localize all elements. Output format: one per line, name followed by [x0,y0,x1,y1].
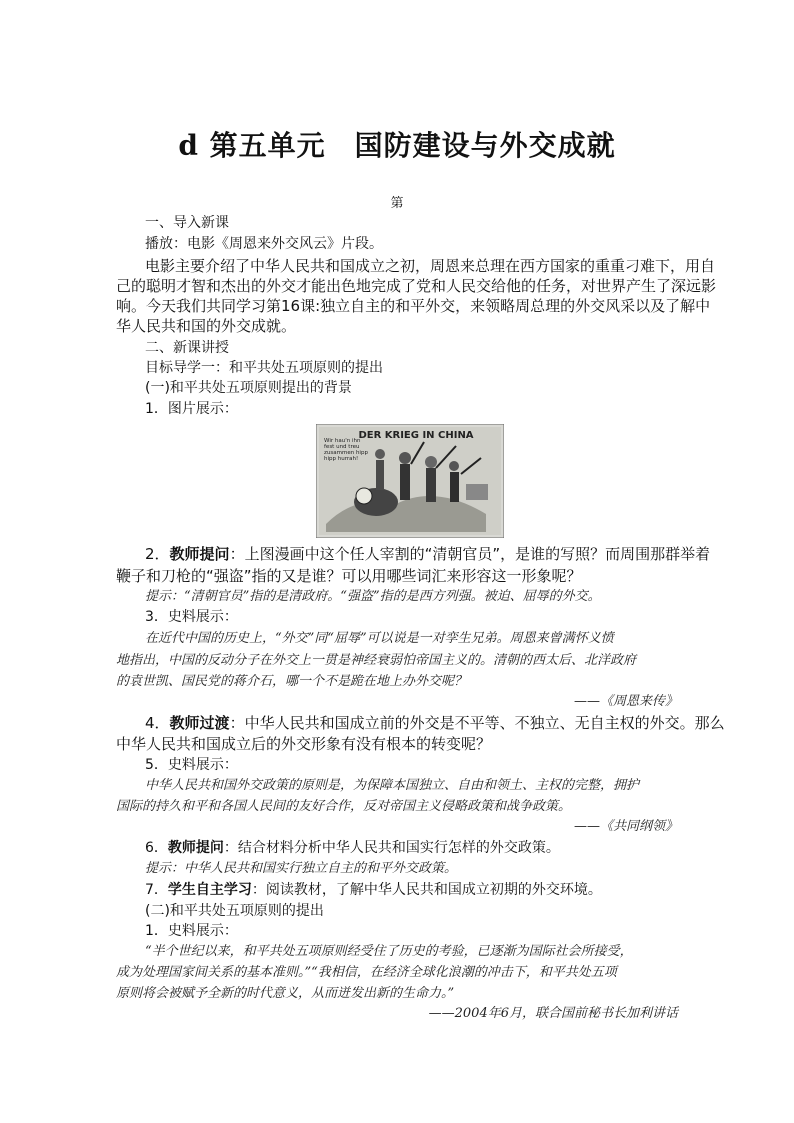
question-text: ：结合材料分析中华人民共和国实行怎样的外交政策。 [223,840,560,856]
hint-text: 提示：中华人民共和国实行独立自主的和平外交政策。 [145,861,458,876]
paragraph: 电影主要介绍了中华人民共和国成立之初，周恩来总理在西方国家的重重刁难下，用自 [145,257,716,275]
item-number: 2． [145,545,170,563]
source-quote: 成为处理国家间关系的基本准则。”“我相信，在经济全球化浪潮的冲击下，和平共处五项 [116,965,617,980]
question-line [145,880,707,900]
student-study-label: 学生自主学习 [167,882,252,898]
teacher-question-label: 教师提问 [167,840,224,856]
item-number: 4． [145,714,170,732]
question-text: ：上图漫画中这个任人宰割的“清朝官员”，是谁的写照？而周围那群举着 [229,545,711,563]
item-label: 5．史料展示： [145,757,238,773]
item-label: 1．图片展示： [145,401,238,417]
transition-text: ：中华人民共和国成立前的外交是不平等、不独立、无自主权的外交。那么 [229,714,725,732]
source-citation: ——《周恩来传》 [573,694,678,709]
subsection-heading: 目标导学一：和平共处五项原则的提出 [145,360,383,376]
source-quote: 中华人民共和国外交政策的原则是，为保障本国独立、自由和领土、主权的完整，拥护 [145,778,640,793]
cartoon-speech-text: Wir hau'n ihn fest und treu zusammen hipp hipp hurrah! [324,438,368,462]
source-citation: ——2004年6月，联合国前秘书长加利讲话 [428,1006,678,1021]
source-quote: 在近代中国的历史上，“外交”同“屈辱”可以说是一对孪生兄弟。周恩来曾满怀义愤 [145,631,614,646]
section-heading: 一、导入新课 [145,215,229,231]
teacher-question-label: 教师提问 [169,545,230,563]
page-title: d 第五单元 国防建设与外交成就 [178,129,616,162]
item-label: 1．史料展示： [145,923,238,939]
section-heading: 二、新课讲授 [145,340,229,356]
cartoon-caption: DER KRIEG IN CHINA [358,430,474,441]
question-line [145,838,707,858]
study-text: ：阅读教材，了解中华人民共和国成立初期的外交环境。 [251,882,602,898]
item-label: 3．史料展示： [145,609,238,625]
paragraph: 响。今天我们共同学习第16课:独立自主的和平外交，来领略周总理的外交风采以及了解中 [116,297,711,315]
source-quote: “半个世纪以来，和平共处五项原则经受住了历史的考验，已逐渐为国际社会所接受， [145,944,633,959]
source-quote: 地指出，中国的反动分子在外交上一贯是神经衰弱怕帝国主义的。清朝的西太后、北洋政府 [116,653,637,668]
subsection-heading: (二)和平共处五项原则的提出 [145,903,324,919]
source-quote: 的袁世凯、国民党的蒋介石，哪一个不是跪在地上办外交呢？ [116,674,468,689]
hint-text: 提示：“清朝官员”指的是清政府。“强盗”指的是西方列强。被迫、屈辱的外交。 [145,589,601,604]
subsection-heading: (一)和平共处五项原则提出的背景 [145,380,352,396]
paragraph: 华人民共和国的外交成就。 [116,317,297,335]
source-citation: ——《共同纲领》 [573,819,678,834]
paragraph: 己的聪明才智和杰出的外交才能出色地完成了党和人民交给他的任务，对世界产生了深远影 [116,277,717,295]
item-number: 6． [145,840,168,856]
teacher-transition-label: 教师过渡 [169,714,230,732]
source-quote: 原则将会被赋予全新的时代意义，从而迸发出新的生命力。” [116,986,455,1001]
lesson-number: 第 [390,196,404,211]
paragraph: 鞭子和刀枪的“强盗”指的又是谁？可以用哪些词汇来形容这一形象呢？ [116,567,582,585]
item-number: 7． [145,882,168,898]
paragraph: 播放：电影《周恩来外交风云》片段。 [145,236,383,252]
question-line [145,544,711,564]
question-line [145,713,725,733]
paragraph: 中华人民共和国成立后的外交形象有没有根本的转变呢？ [116,735,492,753]
cartoon-image [316,424,504,538]
source-quote: 国际的持久和平和各国人民间的友好合作，反对帝国主义侵略政策和战争政策。 [116,799,572,814]
